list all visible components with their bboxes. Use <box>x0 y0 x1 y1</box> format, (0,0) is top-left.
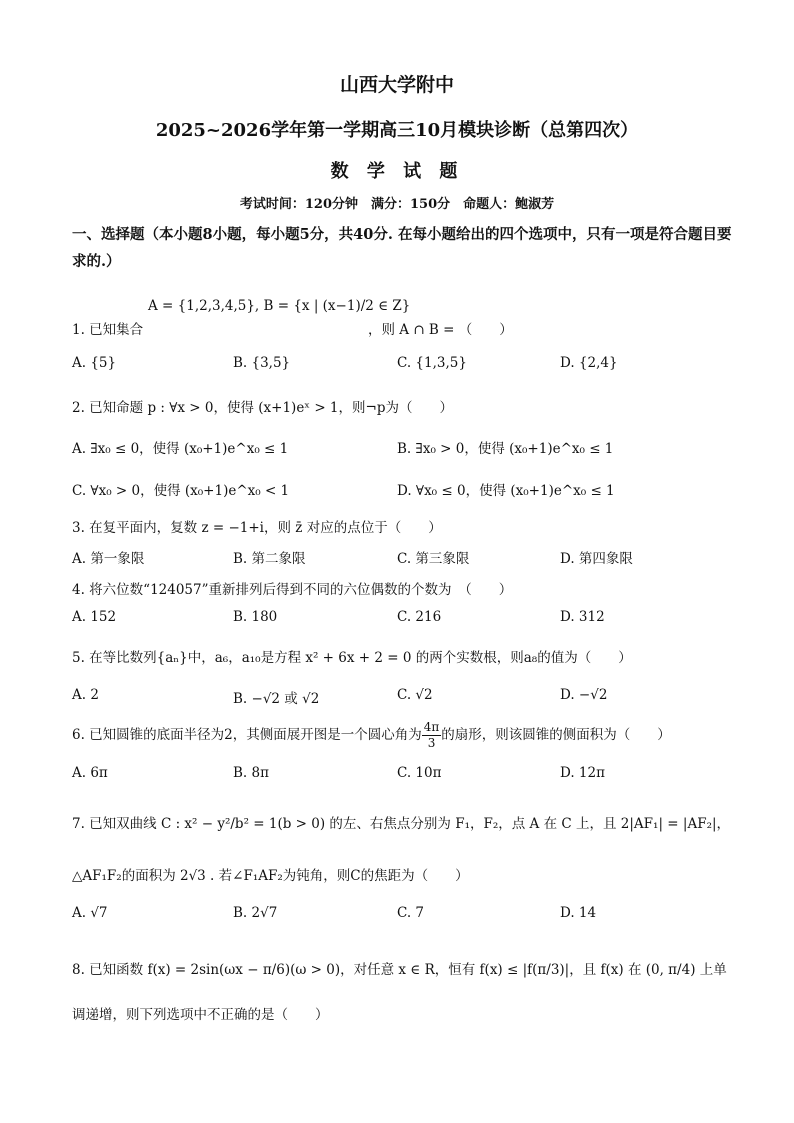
q7-option-d: D. 14 <box>560 905 597 921</box>
q2-option-a: A. ∃x₀ ≤ 0，使得 (x₀+1)e^x₀ ≤ 1 <box>72 441 289 457</box>
q4-stem: 4. 将六位数“124057”重新排列后得到不同的六位偶数的个数为 （ ） <box>72 582 513 598</box>
q4-option-c: C. 216 <box>397 609 442 625</box>
q7-stem-line2: △AF₁F₂的面积为 2√3 . 若∠F₁AF₂为钝角，则C的焦距为（ ） <box>72 868 469 884</box>
q7-option-b: B. 2√7 <box>233 905 278 921</box>
q6-stem-start: 6. 已知圆锥的底面半径为2，其侧面展开图是一个圆心角为 <box>72 727 422 743</box>
q2-stem: 2. 已知命题 p : ∀x > 0，使得 (x+1)eˣ > 1，则¬p为（ ） <box>72 400 453 416</box>
q6-option-d: D. 12π <box>560 765 605 781</box>
q1-option-b: B. {3,5} <box>233 355 291 371</box>
q5-option-d: D. −√2 <box>560 687 608 703</box>
q6-stem-end: 的扇形，则该圆锥的侧面积为（ ） <box>441 727 671 743</box>
section-heading: 一、选择题（本小题8小题，每小题5分，共40分. 在每小题给出的四个选项中，只有一项是符合题目要求的.） <box>72 226 732 270</box>
q1-option-a: A. {5} <box>72 355 117 371</box>
q3-option-b: B. 第二象限 <box>233 551 306 567</box>
q8-stem-line1: 8. 已知函数 f(x) = 2sin(ωx − π/6)(ω > 0)，对任意 x ∈ R，恒有 f(x) ≤ |f(π/3)|，且 f(x) 在 (0, π/4) 上单 <box>72 962 727 978</box>
q7-stem-line1: 7. 已知双曲线 C : x² − y²/b² = 1(b > 0) 的左、右焦点分别为 F₁，F₂，点 A 在 C 上，且 2|AF₁| = |AF₂|， <box>72 816 731 832</box>
q6-option-a: A. 6π <box>72 765 108 781</box>
q6-stem <box>72 720 671 751</box>
q6-fraction-denominator: 3 <box>427 736 436 750</box>
q1-stem: 1. 已知集合 <box>72 322 144 338</box>
q4-option-b: B. 180 <box>233 609 278 625</box>
q3-option-c: C. 第三象限 <box>397 551 470 567</box>
q5-option-c: C. √2 <box>397 687 433 703</box>
q5-stem: 5. 在等比数列{aₙ}中，a₆，a₁₀是方程 x² + 6x + 2 = 0 的两个实数根，则a₈的值为（ ） <box>72 650 632 666</box>
q6-angle-fraction <box>422 720 442 751</box>
exam-info: 考试时间：120分钟 满分：150分 命题人：鲍淑芳 <box>239 197 555 212</box>
q1-option-d: D. {2,4} <box>560 355 618 371</box>
q4-option-a: A. 152 <box>72 609 117 625</box>
school-name: 山西大学附中 <box>339 74 454 96</box>
q7-option-a: A. √7 <box>72 905 108 921</box>
q3-option-d: D. 第四象限 <box>560 551 633 567</box>
q6-fraction-numerator: 4π <box>423 720 440 734</box>
subject-title: 数 学 试 题 <box>330 161 464 182</box>
q5-option-a: A. 2 <box>72 687 99 703</box>
q5-option-b: B. −√2 或 √2 <box>233 691 320 707</box>
q3-option-a: A. 第一象限 <box>72 551 145 567</box>
q6-option-b: B. 8π <box>233 765 269 781</box>
q1-tail: ，则 A ∩ B = （ ） <box>368 322 513 338</box>
q2-option-d: D. ∀x₀ ≤ 0，使得 (x₀+1)e^x₀ ≤ 1 <box>397 483 615 499</box>
exam-title: 2025~2026学年第一学期高三10月模块诊断（总第四次） <box>155 120 639 141</box>
q2-option-b: B. ∃x₀ > 0，使得 (x₀+1)e^x₀ ≤ 1 <box>397 441 614 457</box>
q1-option-c: C. {1,3,5} <box>397 355 467 371</box>
q4-option-d: D. 312 <box>560 609 605 625</box>
q6-option-c: C. 10π <box>397 765 442 781</box>
q3-stem: 3. 在复平面内，复数 z = −1+i，则 z̄ 对应的点位于（ ） <box>72 520 442 536</box>
q8-stem-line2: 调递增，则下列选项中不正确的是（ ） <box>72 1007 329 1023</box>
q2-option-c: C. ∀x₀ > 0，使得 (x₀+1)e^x₀ < 1 <box>72 483 290 499</box>
q1-set-definition: A = {1,2,3,4,5}, B = {x | (x−1)/2 ∈ Z} <box>148 298 411 314</box>
q7-option-c: C. 7 <box>397 905 425 921</box>
